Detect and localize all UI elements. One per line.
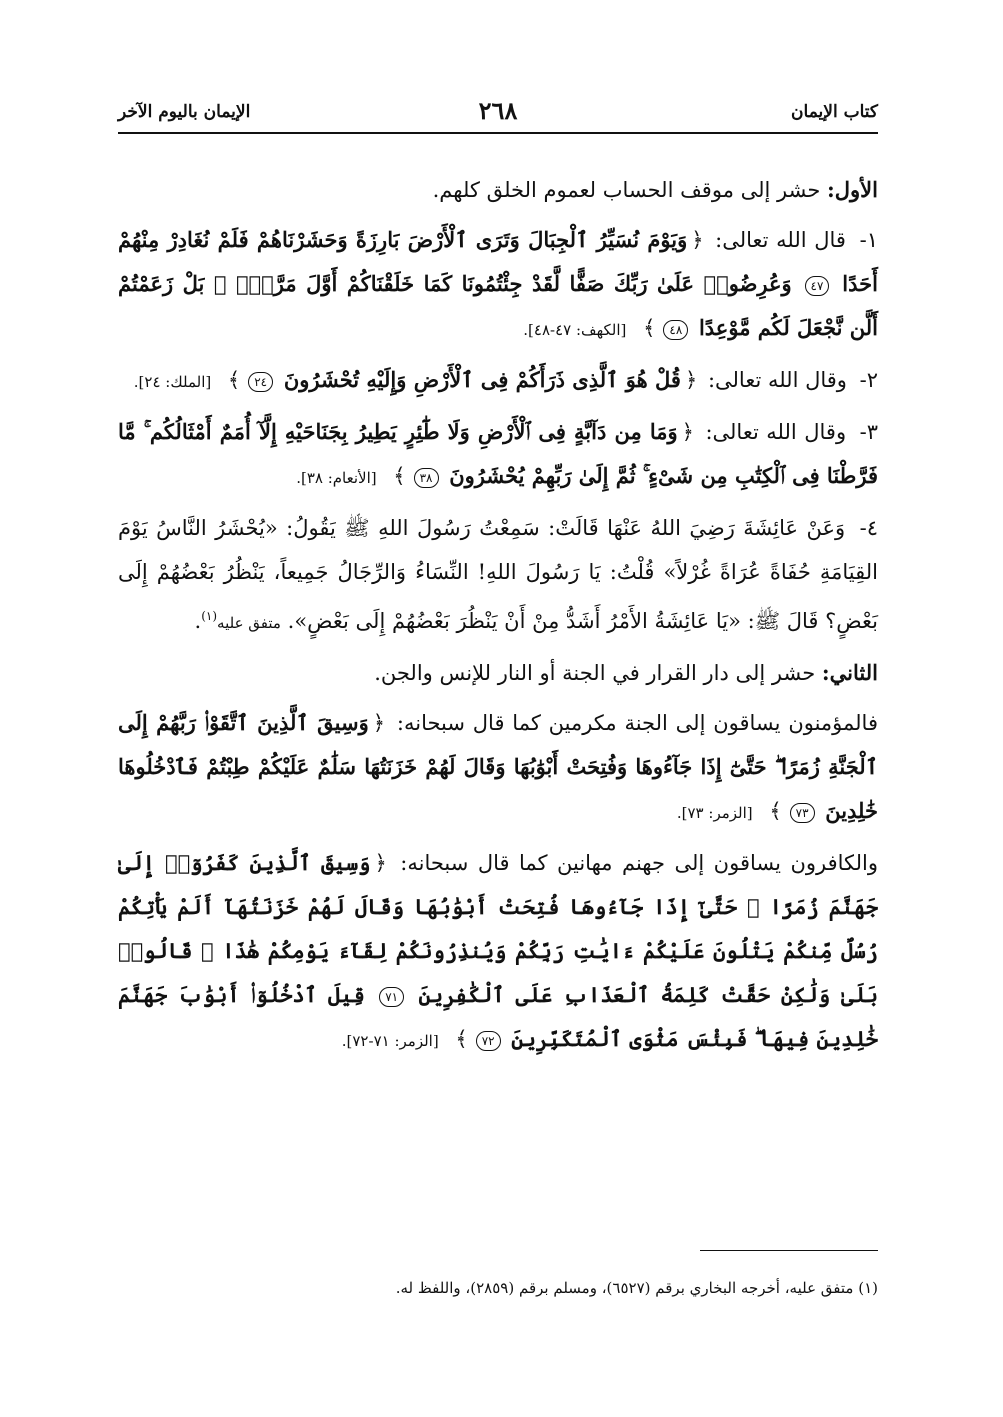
item-number: ٢- (859, 368, 878, 392)
believers-intro: فالمؤمنون يساقون إلى الجنة مكرمين كما قال سبحانه: (396, 711, 878, 735)
surah-reference: [الملك: ٢٤]. (133, 373, 212, 391)
hadith-end: . (194, 609, 202, 633)
hadith-item-4 (118, 506, 878, 645)
verse-item-3 (118, 410, 878, 500)
book-title: كتاب الإيمان (791, 102, 878, 122)
quran-text: وَسِيقَ ٱلَّذِينَ ٱتَّقَوْا۟ رَبَّهُمْ إِلَى ٱلْجَنَّةِ زُمَرًا ۖ حَتَّىٰٓ إِذَا جَآءُوهَا وَفُتِحَتْ أَبْوَٰبُهَا وَقَالَ لَهُمْ خَزَنَتُهَا سَلَٰمٌ عَلَيْكُمْ طِبْتُمْ فَٱدْخُلُوهَا خَٰلِدِينَ (118, 710, 878, 823)
quran-text: وَسِيقَ ٱلَّذِينَ كَفَرُوٓا۟ إِلَىٰ جَهَنَّمَ زُمَرًا ۖ حَتَّىٰٓ إِذَا جَآءُوهَا فُتِحَتْ أَبْوَٰبُهَا وَقَالَ لَهُمْ خَزَنَتُهَآ أَلَمْ يَأْتِكُمْ رُسُلٌ مِّنكُمْ يَتْلُونَ عَلَيْكُمْ ءَايَٰتِ رَبِّكُمْ وَيُنذِرُونَكُمْ لِقَآءَ يَوْمِكُمْ هَٰذَا ۚ قَالُوا۟ بَلَىٰ وَلَٰكِنْ حَقَّتْ كَلِمَةُ ٱلْعَذَابِ عَلَى ٱلْكَٰفِرِينَ (118, 850, 879, 1007)
footnote-divider (700, 1250, 878, 1251)
item-intro: وقال الله تعالى: (707, 368, 847, 392)
item-intro: وقال الله تعالى: (705, 420, 847, 444)
hadith-text: وَعَنْ عَائِشَةَ رَضِيَ اللهُ عَنْهَا قَالَتْ: سَمِعْتُ رَسُولَ اللهِ ﷺ يَقُولُ: «يُحْشَرُ النَّاسُ يَوْمَ القِيَامَةِ حُفَاةً عُرَاةً غُرْلاً» قُلْتُ: يَا رَسُولَ اللهِ! النِّسَاءُ وَالرِّجَالُ جَمِيعاً، يَنْظُرُ بَعْضُهُمْ إِلَى بَعْضٍ؟ قَالَ ﷺ: «يَا عَائِشَةُ الأَمْرُ أَشَدُّ مِنْ أَنْ يَنْظُرَ بَعْضُهُمْ إِلَى بَعْضٍ». (118, 516, 878, 633)
ayah-number-marker: ٤٧ (805, 276, 830, 296)
quran-close-bracket: ﴾ (393, 464, 406, 488)
first-text: حشر إلى موقف الحساب لعموم الخلق كلهم. (432, 178, 821, 202)
quran-close-bracket: ﴾ (769, 799, 782, 823)
quran-text: وَيَوْمَ نُسَيِّرُ ٱلْجِبَالَ وَتَرَى ٱلْأَرْضَ بَارِزَةً وَحَشَرْنَاهُمْ فَلَمْ نُغَادِرْ مِنْهُمْ أَحَدًا (118, 227, 878, 296)
second-text: حشر إلى دار القرار في الجنة أو النار للإنس والجن. (374, 661, 816, 685)
quran-open-bracket: ﴿ (681, 420, 694, 444)
quran-text-continued: قِيلَ ٱدْخُلُوٓا۟ أَبْوَٰبَ جَهَنَّمَ خَٰلِدِينَ فِيهَا ۖ فَبِئْسَ مَثْوَى ٱلْمُتَكَبِّرِينَ (118, 982, 878, 1051)
item-number: ٤- (859, 516, 878, 540)
surah-reference: [الكهف: ٤٧-٤٨]. (523, 321, 627, 339)
quran-open-bracket: ﴿ (691, 228, 704, 252)
ayah-number-marker: ٣٨ (414, 468, 439, 488)
quran-open-bracket: ﴿ (374, 851, 387, 875)
item-intro: قال الله تعالى: (715, 228, 846, 252)
ayah-number-marker: ٤٨ (663, 320, 688, 340)
first-lead: الأول: (827, 177, 878, 202)
item-number: ٣- (859, 420, 878, 444)
disbelievers-intro: والكافرون يساقون إلى جهنم مهانين كما قال سبحانه: (400, 851, 879, 875)
surah-reference: [الأنعام: ٣٨]. (296, 469, 377, 487)
item-number: ١- (859, 228, 878, 252)
page-number: ٢٦٨ (478, 96, 518, 125)
footnote: (١) متفق عليه، أخرجه البخاري برقم (٦٥٢٧)، ومسلم برقم (٢٨٥٩)، واللفظ له. (395, 1279, 878, 1297)
surah-reference: [الزمر: ٧١-٧٢]. (341, 1032, 439, 1050)
quran-text: قُلْ هُوَ ٱلَّذِى ذَرَأَكُمْ فِى ٱلْأَرْضِ وَإِلَيْهِ تُحْشَرُونَ (283, 367, 681, 392)
page-body (118, 168, 878, 1063)
quran-close-bracket: ﴾ (227, 368, 241, 392)
quran-close-bracket: ﴾ (643, 316, 656, 340)
surah-reference: [الزمر: ٧٣]. (676, 804, 753, 822)
disbelievers-paragraph (118, 841, 878, 1063)
quran-open-bracket: ﴿ (684, 368, 698, 392)
quran-open-bracket: ﴿ (372, 711, 386, 735)
believers-paragraph (118, 701, 878, 835)
ayah-number-marker: ٧٢ (476, 1031, 501, 1051)
hadith-source: متفق عليه (217, 614, 281, 632)
quran-close-bracket: ﴾ (455, 1027, 468, 1051)
quran-text-continued: وَعُرِضُوا۟ عَلَىٰ رَبِّكَ صَفًّا لَّقَدْ جِئْتُمُونَا كَمَا خَلَقْنَاكُمْ أَوَّلَ مَرَّةٍۭ ۚ بَلْ زَعَمْتُمْ أَلَّن نَّجْعَلَ لَكُم مَّوْعِدًا (118, 271, 878, 340)
chapter-title: الإيمان باليوم الآخر (118, 102, 251, 122)
footnote-marker[interactable]: (١) (201, 609, 218, 623)
ayah-number-marker: ٧٣ (790, 803, 815, 823)
verse-item-2 (118, 358, 878, 404)
header-divider (118, 132, 878, 134)
second-lead: الثاني: (821, 660, 878, 685)
ayah-number-marker: ٧١ (379, 987, 404, 1007)
second-type-paragraph (118, 651, 878, 695)
first-type-paragraph (118, 168, 878, 212)
quran-text: وَمَا مِن دَآبَّةٍ فِى ٱلْأَرْضِ وَلَا طَٰٓئِرٍ يَطِيرُ بِجَنَاحَيْهِ إِلَّآ أُمَمٌ أَمْثَالُكُم ۚ مَّا فَرَّطْنَا فِى ٱلْكِتَٰبِ مِن شَىْءٍ ۚ ثُمَّ إِلَىٰ رَبِّهِمْ يُحْشَرُونَ (118, 419, 878, 488)
verse-item-1 (118, 218, 878, 352)
page-header (118, 96, 878, 134)
ayah-number-marker: ٢٤ (248, 372, 273, 392)
